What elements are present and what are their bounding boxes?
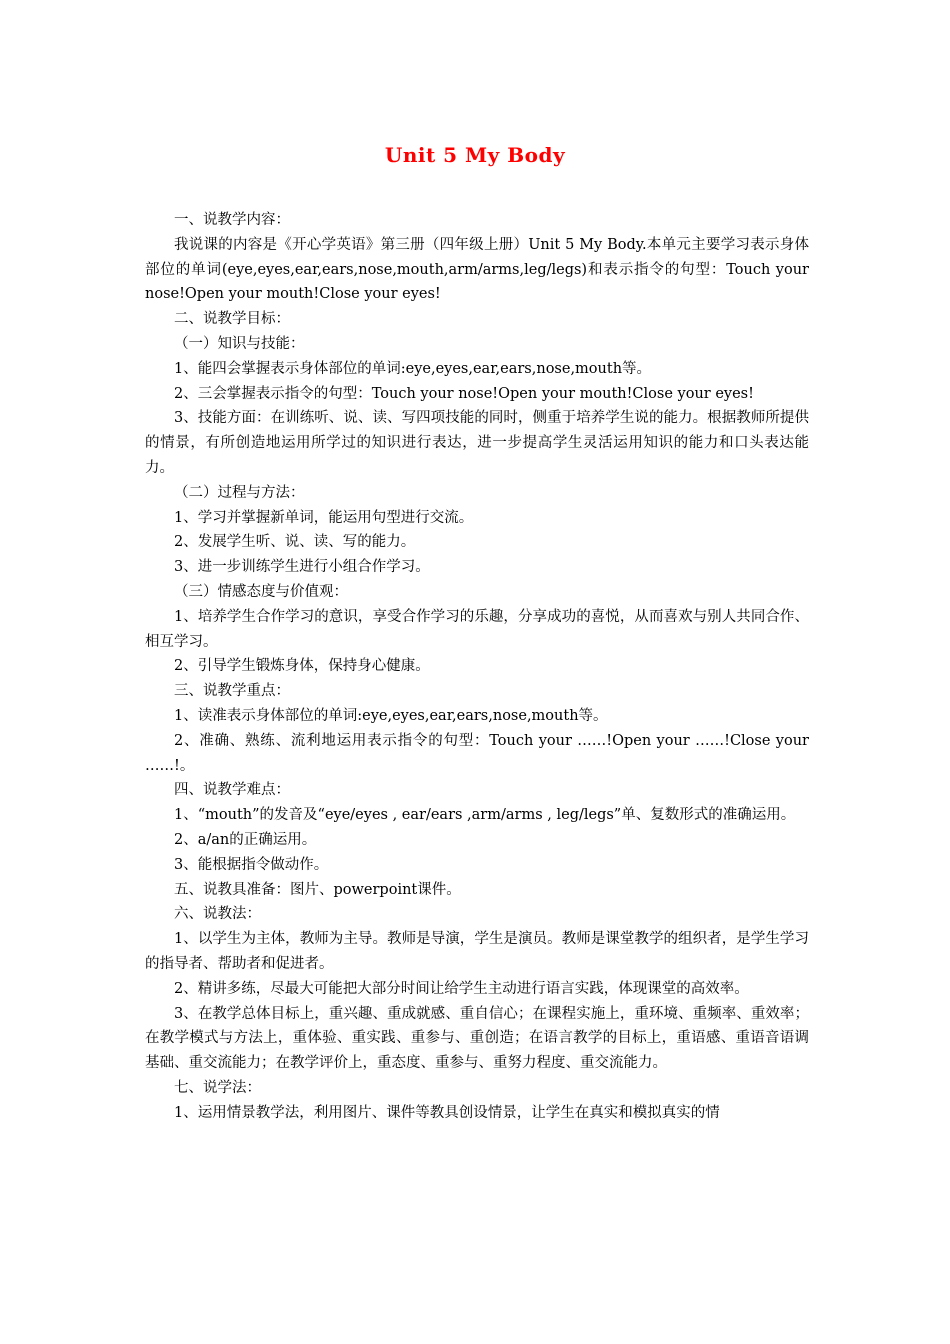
list-item: 1、能四会掌握表示身体部位的单词:eye,eyes,ear,ears,nose,mouth等。 — [174, 360, 652, 377]
section-heading: 五、说教具准备：图片、powerpoint课件。 — [174, 881, 461, 898]
list-item: 2、三会掌握表示指令的句型：Touch your nose!Open your mouth!Close your eyes! — [174, 385, 754, 402]
list-item: 3、在教学总体目标上，重兴趣、重成就感、重自信心；在课程实施上，重环境、重频率、重效率；在教学模式与方法上，重体验、重实践、重参与、重创造；在语言教学的目标上，重语感、重语音语调基础、重交流能力；在教学评价上，重态度、重参与、重努力程度、重交流能力。 — [145, 1005, 809, 1072]
list-item: 2、发展学生听、说、读、写的能力。 — [174, 534, 416, 551]
list-item: 1、运用情景教学法，利用图片、课件等教具创设情景，让学生在真实和模拟真实的情 — [174, 1104, 720, 1121]
document-title: Unit 5 My Body — [384, 143, 566, 167]
section-heading: 六、说教法： — [174, 906, 261, 923]
list-item: 1、读准表示身体部位的单词:eye,eyes,ear,ears,nose,mouth等。 — [174, 707, 608, 724]
list-item: 1、以学生为主体，教师为主导。教师是导演，学生是演员。教师是课堂教学的组织者，是学生学习的指导者、帮助者和促进者。 — [145, 931, 809, 972]
list-item: 2、准确、熟练、流利地运用表示指令的句型：Touch your ……!Open your ……!Close your ……!。 — [145, 732, 809, 774]
list-item: 2、引导学生锻炼身体，保持身心健康。 — [174, 658, 430, 675]
document-body — [145, 208, 809, 1125]
section-heading: 二、说教学目标： — [174, 311, 290, 328]
subsection-heading: （三）情感态度与价值观： — [174, 583, 348, 600]
list-item: 2、a/an的正确运用。 — [174, 831, 317, 848]
list-item: 1、培养学生合作学习的意识，享受合作学习的乐趣，分享成功的喜悦，从而喜欢与别人共同合作、相互学习。 — [145, 608, 809, 650]
section-heading: 四、说教学难点： — [174, 782, 290, 799]
list-item: 2、精讲多练，尽最大可能把大部分时间让给学生主动进行语言实践，体现课堂的高效率。 — [174, 980, 749, 997]
list-item: 1、“mouth”的发音及“eye/eyes , ear/ears ,arm/arms , leg/legs”单、复数形式的准确运用。 — [174, 807, 796, 824]
list-item: 3、进一步训练学生进行小组合作学习。 — [174, 559, 430, 576]
list-item: 1、学习并掌握新单词，能运用句型进行交流。 — [174, 509, 474, 526]
paragraph: 我说课的内容是《开心学英语》第三册（四年级上册）Unit 5 My Body.本单元主要学习表示身体部位的单词(eye,eyes,ear,ears,nose,mouth,arm/arms,leg/legs)和表示指令的句型：Touch your nose!Open your mouth!Close your eyes! — [145, 236, 809, 303]
section-heading: 三、说教学重点： — [174, 683, 290, 700]
list-item: 3、能根据指令做动作。 — [174, 856, 329, 873]
section-heading: 一、说教学内容： — [174, 212, 290, 228]
section-heading: 七、说学法： — [174, 1079, 261, 1096]
subsection-heading: （一）知识与技能： — [174, 335, 305, 352]
subsection-heading: （二）过程与方法： — [174, 484, 305, 501]
list-item: 3、技能方面：在训练听、说、读、写四项技能的同时，侧重于培养学生说的能力。根据教师所提供的情景，有所创造地运用所学过的知识进行表达，进一步提高学生灵活运用知识的能力和口头表达能力。 — [145, 410, 809, 476]
